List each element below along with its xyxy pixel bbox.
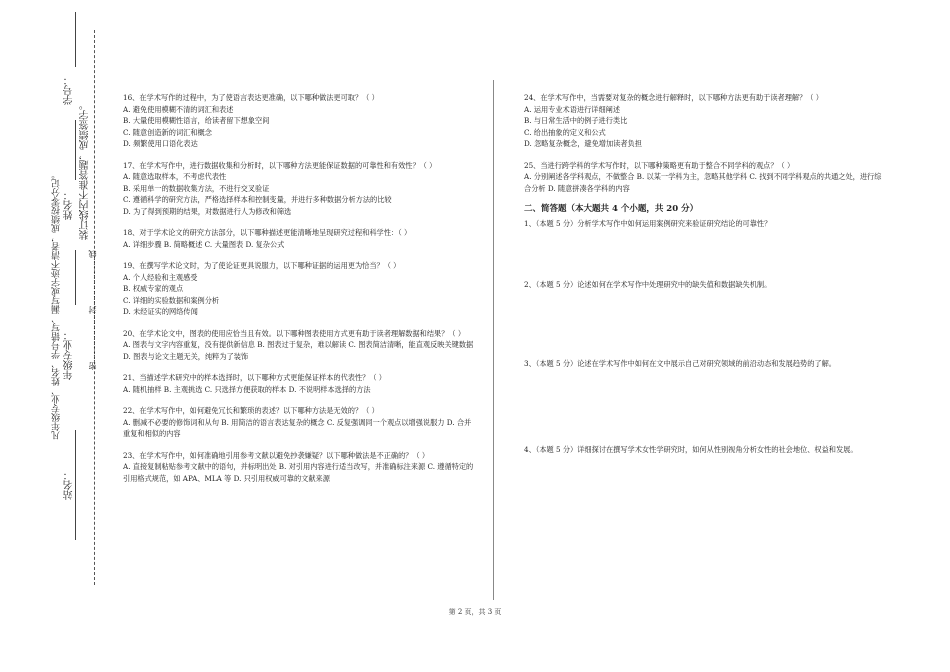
question-stem: 18、对于学术论文的研究方法部分，以下哪种描述更能清晰地呈现研究过程和科学性：（ ） [123, 228, 412, 237]
question-stem: 23、在学术写作中，如何准确地引用参考文献以避免抄袭嫌疑？以下哪种做法是不正确的？（ ） [123, 450, 430, 460]
option: A. 运用专业术语进行详细阐述 [524, 104, 621, 114]
option: D. 频繁使用口语化表达 [123, 139, 198, 148]
option: B. 采用单一的数据收集方法，不进行交叉验证 [123, 183, 270, 193]
option: B. 权威专家的观点 [123, 284, 184, 293]
option: D. 为了得到预期的结果，对数据进行人为修改和筛选 [123, 206, 292, 216]
option: C. 遵循科学的研究方法，严格选择样本和控制变量，并进行多种数据分析方法的比较 [123, 195, 392, 204]
option: C. 详细的实验数据和案例分析 [123, 295, 220, 305]
question-25 [524, 160, 886, 195]
question-17 [123, 160, 478, 218]
line-vertical-text: 凡年级专业、姓名、学号错写、漏写或字迹不清者，成绩按零分记。 [52, 170, 62, 440]
option: A. 随意选取样本，不考虑代表性 [123, 172, 227, 181]
option: B. 大量使用模糊性语言，给读者留下想象空间 [123, 116, 270, 125]
right-column [524, 92, 886, 456]
question-23 [123, 450, 478, 485]
name-label: 姓名： [64, 190, 75, 220]
name-line [75, 120, 76, 180]
option: C. 随意创造新的词汇和概念 [123, 127, 212, 137]
student-id-line [75, 12, 76, 67]
question-24 [524, 92, 886, 150]
class-label: 年级专业： [64, 330, 75, 380]
student-id-label: 学号： [64, 75, 75, 105]
option: D. 忽略复杂概念，避免增加读者负担 [524, 139, 642, 148]
question-16 [123, 92, 478, 150]
question-19 [123, 260, 478, 318]
option: D. 未经证实的网络传闻 [123, 307, 198, 316]
question-stem: 20、在学术论文中，图表的使用应恰当且有效。以下哪种图表使用方式更有助于读者理解数据和结果？（ ） [123, 328, 466, 338]
option: A. 详细步骤 B. 简略概述 C. 大量图表 D. 复杂公式 [123, 239, 285, 249]
option: A. 删减不必要的修饰词和从句 B. 用简洁的语言表达复杂的概念 C. 反复强调同一个观点以增强说服力 D. 合并重复和相似的内容 [123, 417, 472, 438]
question-stem: 16、在学术写作的过程中，为了使语言表达更准确，以下哪种做法更可取？（ ） [123, 93, 379, 102]
section-title-short-answer: 二、简答题（本大题共 4 个小题，共 20 分） [524, 204, 699, 214]
question-21 [123, 372, 478, 395]
short-answer-2: 2、（本题 5 分）论述如何在学术写作中处理研究中的缺失值和数据缺失机制。 [524, 280, 772, 289]
question-22 [123, 405, 478, 440]
option: A. 图表与文字内容重复，没有提供新信息 B. 图表过于复杂，难以解读 C. 图表简洁清晰，能直观反映关键数据 D. 图表与论文主题无关，纯粹为了装饰 [123, 340, 474, 361]
question-stem: 21、当描述学术研究中的样本选择时，以下哪种方式更能保证样本的代表性？（ ） [123, 373, 386, 382]
seal-marks: 密………………封………………线 [88, 250, 97, 370]
short-answer-3: 3、（本题 5 分）论述在学术写作中如何在文中展示自己对研究领域的前沿动态和发展趋势的了解。 [524, 358, 836, 368]
option: A. 随机抽样 B. 主观挑选 C. 只选择方便获取的样本 D. 不说明样本选择的方法 [123, 384, 371, 394]
page-footer: 第 2 页，共 3 页 [448, 608, 502, 616]
question-stem: 24、在学术写作中，当需要对复杂的概念进行解释时，以下哪种方法更有助于读者理解？（ ） [524, 93, 823, 102]
option: A. 直接复制粘贴参考文献中的语句，并标明出处 B. 对引用内容进行适当改写，并准确标注来源 C. 遵循特定的引用格式规范，如 APA、MLA 等 D. 只引用权威可靠的文献来源 [123, 462, 474, 483]
short-answer-1: 1、（本题 5 分）分析学术写作中如何运用案例研究来验证研究结论的可靠性？ [524, 218, 772, 228]
question-stem: 19、在撰写学术论文时，为了使论证更具说服力，以下哪种证据的运用更为恰当？（ ） [123, 261, 401, 270]
question-20 [123, 328, 478, 363]
option: C. 给出抽象的定义和公式 [524, 127, 606, 137]
option: A. 避免使用模糊不清的词汇和表述 [123, 104, 234, 114]
option: A. 分别阐述各学科观点，不做整合 B. 以某一学科为主，忽略其他学科 C. 找到不同学科观点的共通之处，进行综合分析 D. 随意拼凑各学科的内容 [524, 172, 882, 193]
question-stem: 17、在学术写作中，进行数据收集和分析时，以下哪种方法更能保证数据的可靠性和有效性？（ ） [123, 160, 437, 170]
question-stem: 22、在学术写作中，如何避免冗长和繁琐的表述？以下哪种方法是无效的？（ ） [123, 406, 379, 415]
seal-note: 装订线内不准答题，成绩签字。 [80, 100, 91, 240]
option: B. 与日常生活中的例子进行类比 [524, 116, 628, 125]
question-stem: 25、当进行跨学科的学术写作时，以下哪种策略更有助于整合不同学科的观点？（ ） [524, 160, 795, 170]
left-column [123, 92, 478, 494]
option: A. 个人经验和主观感受 [123, 272, 198, 282]
question-18 [123, 227, 478, 250]
column-divider [493, 80, 494, 600]
short-answer-4: 4、（本题 5 分）详细探讨在撰写学术女性学研究时，如何从性别视角分析女性的社会地位、权益和发展。 [524, 445, 858, 454]
class-line [75, 250, 76, 305]
exam-label: 站名： [64, 470, 75, 500]
binding-margin [0, 0, 112, 672]
